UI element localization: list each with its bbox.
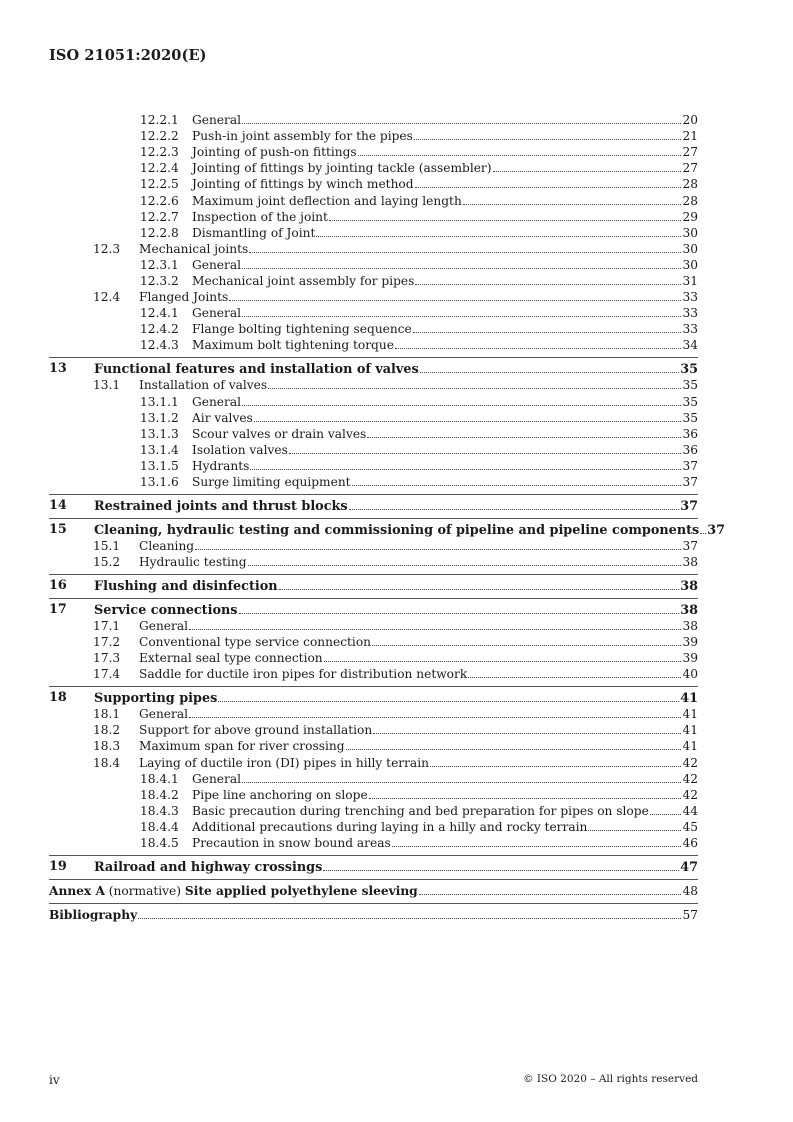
toc-dot-leader	[419, 883, 681, 895]
toc-entry-number: 18.4.4	[140, 819, 179, 834]
toc-dot-leader	[242, 257, 681, 269]
toc-dot-leader	[189, 706, 681, 718]
toc-entry-page: 46	[682, 836, 698, 850]
toc-dot-leader	[248, 554, 681, 566]
toc-entry-number: 12.2.1	[140, 113, 179, 127]
toc-entry-line	[192, 112, 698, 128]
toc-dot-leader	[239, 602, 680, 614]
toc-entry-line	[139, 650, 698, 666]
toc-entry[interactable]	[0, 755, 793, 771]
toc-entry-number: 12.2.2	[140, 129, 179, 144]
toc-entry-number: 13.1.2	[140, 410, 179, 425]
toc-entry-line	[192, 394, 698, 410]
toc-entry-page: 35	[682, 410, 698, 425]
toc-entry[interactable]	[0, 738, 793, 754]
toc-entry-number: 16	[49, 577, 67, 593]
toc-entry-page: 36	[682, 442, 698, 457]
toc-entry-title: Surge limiting equipment	[192, 475, 351, 489]
toc-entry-page: 41	[680, 691, 698, 707]
toc-entry-page: 41	[682, 723, 698, 738]
toc-entry-number: 13.1.5	[140, 458, 179, 473]
toc-dot-leader	[420, 361, 679, 373]
toc-entry-title: Air valves	[192, 410, 253, 425]
toc-entry-page: 27	[682, 145, 698, 160]
toc-entry[interactable]	[0, 771, 793, 787]
toc-entry-page: 39	[682, 651, 698, 666]
toc-entry-line	[192, 803, 698, 819]
toc-entry-line	[192, 771, 698, 787]
toc-entry-line	[139, 634, 698, 650]
toc-entry-page: 41	[682, 707, 698, 722]
toc-entry-title: General	[192, 257, 241, 272]
toc-entry-page: 31	[682, 274, 698, 288]
toc-entry-page: 45	[682, 819, 698, 834]
toc-entry-line	[139, 377, 698, 393]
toc-entry-page: 38	[680, 602, 698, 618]
toc-dot-leader	[250, 458, 681, 470]
toc-entry-title: Functional features and installation of valves	[94, 362, 419, 378]
toc-entry[interactable]	[0, 722, 793, 738]
toc-dot-leader	[242, 305, 681, 317]
toc-entry-line	[192, 144, 698, 160]
toc-entry-number: 18.1	[93, 707, 121, 722]
toc-dot-leader	[229, 289, 681, 301]
toc-dot-leader	[195, 538, 681, 550]
toc-entry[interactable]	[0, 273, 793, 289]
toc-entry-number: 15.2	[93, 555, 121, 569]
toc-entry[interactable]	[0, 225, 793, 241]
toc-entry[interactable]	[0, 706, 793, 722]
toc-entry-line	[192, 193, 698, 209]
toc-entry[interactable]	[0, 160, 793, 176]
toc-entry-title: Dismantling of Joint	[192, 225, 316, 240]
toc-entry-line	[139, 738, 698, 754]
toc-entry-line	[192, 128, 698, 144]
toc-entry-number: 19	[49, 858, 67, 874]
toc-entry-title: Cleaning, hydraulic testing and commissioning of pipeline and pipeline components	[94, 522, 700, 538]
toc-dot-leader	[413, 321, 681, 333]
section-divider-rule	[49, 494, 698, 495]
toc-dot-leader	[414, 128, 681, 140]
section-divider-rule	[49, 518, 698, 519]
section-divider-rule	[49, 686, 698, 687]
toc-entry-line	[94, 522, 726, 539]
toc-entry-number: 18.4	[93, 755, 121, 770]
document-id-header: ISO 21051:2020(E)	[49, 47, 207, 64]
toc-entry-title: Hydraulic testing	[139, 555, 247, 569]
toc-entry-line	[49, 907, 698, 923]
toc-entry[interactable]	[0, 289, 793, 305]
toc-entry-line	[192, 209, 698, 225]
toc-entry-title: Service connections	[94, 602, 238, 618]
toc-entry-number: 18.2	[93, 723, 121, 738]
toc-dot-leader	[367, 426, 681, 438]
toc-entry-line	[192, 787, 698, 803]
toc-entry-line	[192, 474, 698, 490]
toc-entry[interactable]	[0, 241, 793, 257]
toc-entry[interactable]	[0, 305, 793, 321]
toc-entry-title: Basic precaution during trenching and bed preparation for pipes on slope	[192, 803, 649, 818]
toc-entry-line	[192, 337, 698, 353]
toc-entry-title: Flushing and disinfection	[94, 578, 278, 594]
toc-dot-leader	[369, 787, 681, 799]
toc-entry-line	[192, 305, 698, 321]
toc-entry-title: Conventional type service connection	[139, 635, 372, 649]
toc-entry-title: Railroad and highway crossings	[94, 859, 323, 875]
toc-entry-number: 18.3	[93, 739, 121, 754]
toc-entry-line	[94, 602, 698, 619]
toc-entry-page: 41	[682, 739, 698, 754]
toc-entry[interactable]	[0, 361, 793, 377]
section-divider-rule	[49, 855, 698, 856]
toc-dot-leader	[358, 144, 681, 156]
toc-annex-label: Annex A	[49, 883, 105, 898]
toc-entry-line	[192, 410, 698, 426]
toc-entry-page: 38	[682, 618, 698, 633]
toc-dot-leader	[395, 337, 681, 349]
toc-entry[interactable]	[0, 426, 793, 442]
copyright-notice: © ISO 2020 – All rights reserved	[523, 1073, 698, 1085]
toc-dot-leader	[242, 394, 681, 406]
toc-entry-page: 27	[682, 161, 698, 176]
toc-entry-title: Cleaning	[139, 538, 195, 553]
toc-dot-leader	[463, 193, 681, 205]
toc-dot-leader	[289, 442, 681, 454]
toc-entry-page: 37	[682, 458, 698, 473]
toc-entry-line	[139, 722, 698, 738]
toc-entry-page: 35	[682, 394, 698, 409]
section-divider-rule	[49, 357, 698, 358]
toc-entry[interactable]	[0, 458, 793, 474]
toc-entry-title: Isolation valves	[192, 442, 288, 457]
toc-entry-number: 18.4.3	[140, 803, 179, 818]
toc-entry-page: 33	[682, 290, 698, 305]
toc-entry-number: 13.1.1	[140, 394, 179, 409]
section-divider-rule	[49, 879, 698, 880]
toc-entry-page: 30	[682, 257, 698, 272]
toc-entry-title: Hydrants	[192, 458, 250, 473]
toc-entry-number: 13.1.3	[140, 426, 179, 441]
toc-entry-title: Laying of ductile iron (DI) pipes in hilly terrain	[139, 755, 429, 770]
toc-entry[interactable]	[0, 883, 793, 899]
toc-entry-page: 33	[682, 322, 698, 337]
toc-entry-title: Pipe line anchoring on slope	[192, 787, 368, 802]
toc-entry[interactable]	[0, 859, 793, 875]
toc-entry-number: 14	[49, 497, 67, 513]
toc-entry-number: 13.1.6	[140, 475, 179, 489]
toc-entry-line	[192, 225, 698, 241]
toc-entry-title: Supporting pipes	[94, 691, 218, 707]
toc-entry-number: 15	[49, 521, 67, 537]
toc-entry-title: Site applied polyethylene sleeving	[184, 883, 418, 898]
toc-entry-title: Saddle for ductile iron pipes for distribution network	[139, 667, 468, 682]
toc-dot-leader	[468, 666, 681, 678]
toc-entry-page: 37	[682, 538, 698, 553]
toc-entry[interactable]	[0, 209, 793, 225]
toc-dot-leader	[650, 803, 681, 815]
toc-entry-page: 33	[682, 306, 698, 321]
toc-entry[interactable]	[0, 394, 793, 410]
toc-entry-number: 17.3	[93, 651, 121, 666]
toc-entry[interactable]	[0, 602, 793, 618]
toc-entry-title: General	[192, 771, 241, 786]
toc-dot-leader	[352, 474, 681, 486]
toc-entry-page: 29	[682, 209, 698, 224]
toc-entry-line	[139, 289, 698, 305]
toc-entry-page: 38	[682, 555, 698, 569]
toc-dot-leader	[372, 634, 681, 646]
toc-entry[interactable]	[0, 112, 793, 128]
toc-dot-leader	[493, 160, 681, 172]
toc-dot-leader	[346, 738, 681, 750]
toc-entry-page: 39	[682, 635, 698, 649]
toc-entry[interactable]	[0, 907, 793, 923]
toc-entry-line	[192, 458, 698, 474]
toc-entry-number: 13.1.4	[140, 442, 179, 457]
toc-entry-line	[49, 883, 698, 899]
toc-entry-title: General	[192, 113, 241, 127]
toc-entry[interactable]	[0, 257, 793, 273]
toc-dot-leader	[430, 755, 681, 767]
toc-entry[interactable]	[0, 128, 793, 144]
toc-entry[interactable]	[0, 634, 793, 650]
toc-entry-number: 12.4.2	[140, 322, 179, 337]
toc-entry[interactable]	[0, 144, 793, 160]
toc-dot-leader	[329, 209, 681, 221]
toc-entry-line	[139, 538, 698, 554]
toc-entry-number: 12.3.1	[140, 257, 179, 272]
toc-entry[interactable]	[0, 819, 793, 835]
toc-entry-line	[192, 426, 698, 442]
toc-entry-number: 18	[49, 690, 67, 706]
toc-entry[interactable]	[0, 498, 793, 514]
toc-entry-number: 17.4	[93, 667, 121, 682]
toc-entry-page: 37	[707, 522, 726, 538]
toc-entry-page: 40	[682, 667, 698, 682]
toc-entry-title: Precaution in snow bound areas	[192, 836, 391, 850]
toc-entry[interactable]	[0, 474, 793, 490]
toc-entry[interactable]	[0, 193, 793, 209]
toc-entry-number: 18.4.1	[140, 771, 179, 786]
toc-entry-title: Scour valves or drain valves	[192, 426, 367, 441]
toc-entry[interactable]	[0, 803, 793, 819]
toc-entry-number: 12.2.8	[140, 225, 179, 240]
toc-entry-number: 12.4	[93, 290, 121, 305]
toc-entry-title: Flange bolting tightening sequence	[192, 322, 412, 337]
toc-entry-page: 28	[682, 193, 698, 208]
toc-entry-line	[139, 706, 698, 722]
toc-entry-line	[192, 257, 698, 273]
toc-entry-page: 44	[682, 803, 698, 818]
toc-entry[interactable]	[0, 618, 793, 634]
toc-entry-line	[139, 618, 698, 634]
toc-entry[interactable]	[0, 787, 793, 803]
toc-dot-leader	[279, 578, 680, 590]
toc-entry-page: 35	[682, 378, 698, 393]
toc-entry-line	[94, 859, 698, 876]
toc-entry-line	[192, 273, 698, 289]
toc-dot-leader	[415, 273, 681, 285]
toc-entry-line	[139, 241, 698, 257]
toc-entry-number: 18.4.2	[140, 787, 179, 802]
toc-entry-title: External seal type connection	[139, 651, 323, 666]
section-divider-rule	[49, 574, 698, 575]
section-divider-rule	[49, 598, 698, 599]
toc-entry-title: Bibliography	[49, 907, 138, 922]
toc-entry-page: 34	[682, 338, 698, 353]
toc-entry-number: 13.1	[93, 378, 121, 393]
toc-entry[interactable]	[0, 522, 793, 538]
toc-entry-line	[192, 160, 698, 176]
toc-entry-title: General	[139, 707, 188, 722]
toc-entry-line	[94, 690, 698, 707]
toc-entry-title: Push-in joint assembly for the pipes	[192, 129, 413, 144]
toc-entry-title: General	[192, 306, 241, 321]
toc-entry-number: 13	[49, 361, 67, 377]
toc-entry-page: 28	[682, 177, 698, 192]
toc-entry-title: Maximum joint deflection and laying length	[192, 193, 462, 208]
toc-entry[interactable]	[0, 538, 793, 554]
toc-entry-number: 12.4.1	[140, 306, 179, 321]
toc-dot-leader	[392, 835, 681, 847]
toc-entry-line	[192, 835, 698, 851]
toc-entry-number: 17.2	[93, 635, 121, 649]
toc-annex-type: (normative)	[108, 883, 182, 898]
toc-entry[interactable]	[0, 337, 793, 353]
toc-entry-title: Restrained joints and thrust blocks	[94, 498, 348, 514]
toc-entry[interactable]	[0, 176, 793, 192]
toc-entry-line	[94, 498, 698, 515]
toc-dot-leader	[242, 771, 681, 783]
toc-entry-page: 21	[682, 129, 698, 144]
toc-entry-page: 47	[680, 859, 698, 875]
toc-entry-title: Maximum span for river crossing	[139, 739, 345, 754]
toc-entry-number: 12.2.6	[140, 193, 179, 208]
toc-entry-page: 42	[682, 787, 698, 802]
toc-entry-number: 17	[49, 601, 67, 617]
toc-entry-line	[192, 321, 698, 337]
section-divider-rule	[49, 903, 698, 904]
toc-entry[interactable]	[0, 321, 793, 337]
toc-dot-leader	[218, 690, 679, 702]
toc-dot-leader	[249, 241, 681, 253]
toc-entry-title: General	[192, 394, 241, 409]
toc-entry-number: 12.4.3	[140, 338, 179, 353]
toc-dot-leader	[700, 522, 706, 534]
toc-entry[interactable]	[0, 666, 793, 682]
toc-entry-title: Inspection of the joint	[192, 209, 328, 224]
toc-dot-leader	[415, 176, 681, 188]
toc-entry-page: 30	[682, 225, 698, 240]
toc-entry-title: Jointing of fittings by winch method	[192, 177, 414, 192]
toc-entry-number: 18.4.5	[140, 836, 179, 850]
toc-entry-title: Support for above ground installation	[139, 723, 373, 738]
toc-entry-title: Flanged Joints	[139, 290, 229, 305]
toc-dot-leader	[373, 722, 681, 734]
toc-dot-leader	[242, 112, 681, 124]
toc-dot-leader	[324, 650, 681, 662]
toc-entry-line	[94, 361, 698, 378]
toc-entry[interactable]	[0, 578, 793, 594]
toc-entry-title: Mechanical joints	[139, 241, 249, 256]
toc-entry-number: 12.2.5	[140, 177, 179, 192]
toc-entry-title: Jointing of fittings by jointing tackle (assembler)	[192, 161, 492, 176]
toc-dot-leader	[323, 859, 679, 871]
toc-entry-page: 42	[682, 771, 698, 786]
toc-entry-title: Jointing of push-on fittings	[192, 145, 357, 160]
page-number-label: iv	[49, 1073, 60, 1087]
toc-entry-number: 12.2.3	[140, 145, 179, 160]
toc-dot-leader	[189, 618, 681, 630]
toc-entry[interactable]	[0, 377, 793, 393]
toc-entry-page: 36	[682, 426, 698, 441]
toc-entry-number: 12.3	[93, 241, 121, 256]
toc-entry-page: 37	[680, 498, 698, 514]
toc-entry-page: 35	[680, 362, 698, 378]
toc-entry-title: Additional precautions during laying in a hilly and rocky terrain	[192, 819, 588, 834]
toc-entry-number: 15.1	[93, 538, 121, 553]
toc-entry-title: Installation of valves	[139, 378, 268, 393]
toc-entry-page: 37	[682, 475, 698, 489]
toc-entry[interactable]	[0, 690, 793, 706]
toc-entry-title: General	[139, 618, 188, 633]
toc-dot-leader	[254, 410, 681, 422]
toc-entry[interactable]	[0, 554, 793, 570]
toc-dot-leader	[138, 907, 681, 919]
toc-entry-line	[192, 819, 698, 835]
toc-entry-title: Maximum bolt tightening torque	[192, 338, 394, 353]
toc-entry-number: 12.2.7	[140, 209, 179, 224]
toc-entry[interactable]	[0, 410, 793, 426]
toc-entry-number: 12.2.4	[140, 161, 179, 176]
toc-entry[interactable]	[0, 442, 793, 458]
toc-entry[interactable]	[0, 835, 793, 851]
toc-dot-leader	[316, 225, 681, 237]
toc-entry-line	[139, 666, 698, 682]
toc-dot-leader	[268, 377, 681, 389]
toc-entry-line	[139, 554, 698, 570]
toc-entry-page: 30	[682, 241, 698, 256]
toc-entry-line	[139, 755, 698, 771]
toc-entry-page: 48	[682, 883, 698, 898]
toc-entry-page: 20	[682, 113, 698, 127]
toc-entry-number: 12.3.2	[140, 274, 179, 288]
toc-entry-page: 38	[680, 578, 698, 594]
toc-entry[interactable]	[0, 650, 793, 666]
toc-dot-leader	[349, 498, 680, 510]
toc-entry-line	[192, 442, 698, 458]
toc-entry-page: 57	[682, 907, 698, 922]
toc-entry-line	[192, 176, 698, 192]
toc-entry-line	[94, 578, 698, 595]
toc-entry-page: 42	[682, 755, 698, 770]
toc-dot-leader	[588, 819, 681, 831]
toc-entry-number: 17.1	[93, 618, 121, 633]
toc-entry-title: Mechanical joint assembly for pipes	[192, 274, 415, 288]
